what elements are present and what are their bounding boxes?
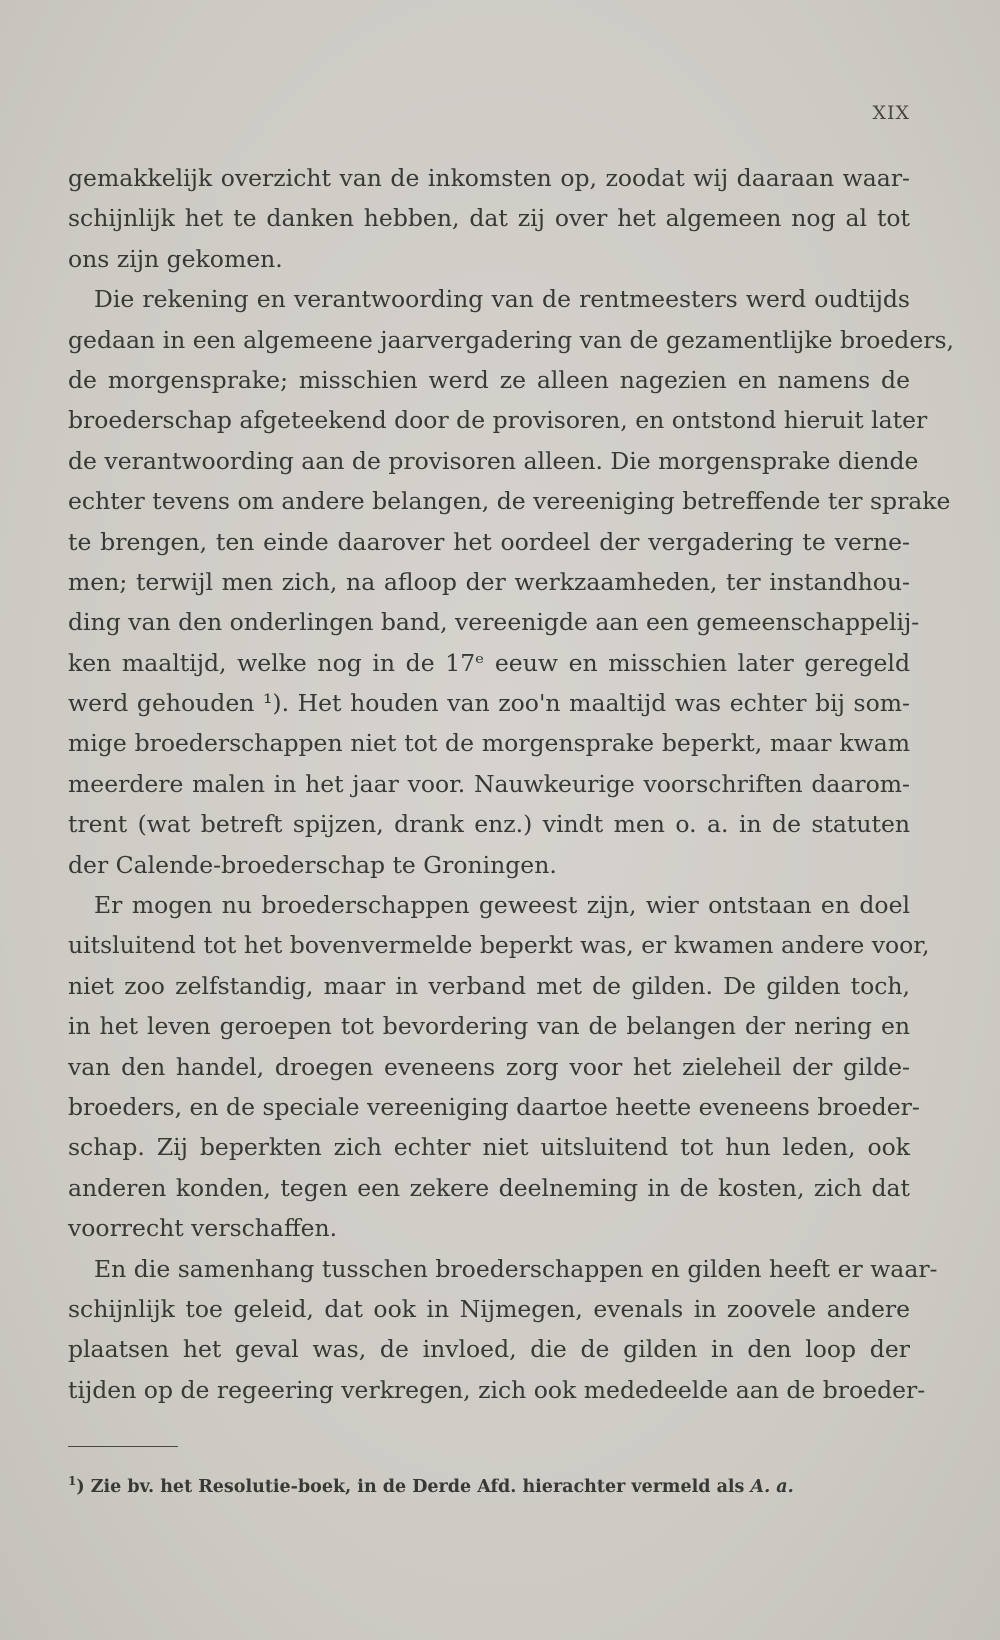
text-line: gemakkelijk overzicht van de inkomsten op, zoodat wij daaraan waar- bbox=[68, 164, 910, 192]
text-line: broederschap afgeteekend door de provisoren, en ontstond hieruit later bbox=[68, 406, 928, 435]
text-line: mige broederschappen niet tot de morgensprake beperkt, maar kwam bbox=[68, 729, 910, 758]
text-line: de verantwoording aan de provisoren alleen. Die morgensprake diende bbox=[68, 446, 919, 475]
footnote-text: Zie bv. het Resolutie-boek, in de Derde Afd. hierachter vermeld als bbox=[84, 1476, 751, 1497]
text-line: broeders, en de speciale vereeniging daartoe heette eveneens broeder- bbox=[68, 1092, 920, 1121]
text-line: Er mogen nu broederschappen geweest zijn, wier ontstaan en doel bbox=[94, 891, 910, 920]
text-line: van den handel, droegen eveneens zorg voor het zieleheil der gilde- bbox=[68, 1052, 910, 1081]
text-line: anderen konden, tegen een zekere deelneming in de kosten, zich dat bbox=[68, 1173, 910, 1202]
text-line: echter tevens om andere belangen, de vereeniging betreffende ter sprake bbox=[68, 487, 951, 516]
text-line: schijnlijk het te danken hebben, dat zij over het algemeen nog al tot bbox=[68, 204, 910, 233]
text-line: ken maaltijd, welke nog in de 17ᵉ eeuw en misschien later geregeld bbox=[68, 648, 910, 677]
text-line: schijnlijk toe geleid, dat ook in Nijmegen, evenals in zoovele andere bbox=[68, 1294, 910, 1323]
text-line: Die rekening en verantwoording van de rentmeesters werd oudtijds bbox=[94, 285, 910, 314]
footnote-marker: 1 bbox=[68, 1474, 77, 1488]
text-line: meerdere malen in het jaar voor. Nauwkeurige voorschriften daarom- bbox=[68, 769, 910, 798]
text-line: ding van den onderlingen band, vereenigde aan een gemeenschappelij- bbox=[68, 608, 920, 637]
text-line: ons zijn gekomen. bbox=[68, 244, 283, 273]
page-number: XIX bbox=[872, 102, 910, 124]
text-line: te brengen, ten einde daarover het oordeel der vergadering te verne- bbox=[68, 527, 910, 556]
text-line: in het leven geroepen tot bevordering van de belangen der nering en bbox=[68, 1012, 910, 1041]
text-line: schap. Zij beperkten zich echter niet uitsluitend tot hun leden, ook bbox=[68, 1133, 910, 1162]
text-line: werd gehouden ¹). Het houden van zoo'n maaltijd was echter bij som- bbox=[68, 689, 910, 718]
text-line: tijden op de regeering verkregen, zich ook mededeelde aan de broeder- bbox=[68, 1375, 926, 1404]
footnote-reference: A. a. bbox=[750, 1476, 794, 1497]
text-line: niet zoo zelfstandig, maar in verband met de gilden. De gilden toch, bbox=[68, 971, 910, 1000]
text-line: de morgensprake; misschien werd ze alleen nagezien en namens de bbox=[68, 365, 910, 394]
footnote-rule bbox=[68, 1446, 178, 1447]
text-line: En die samenhang tusschen broederschappen en gilden heeft er waar- bbox=[94, 1254, 938, 1283]
text-line: gedaan in een algemeene jaarvergadering van de gezamentlijke broeders, bbox=[68, 325, 955, 354]
text-line: plaatsen het geval was, de invloed, die de gilden in den loop der bbox=[68, 1335, 910, 1364]
body-text bbox=[68, 158, 955, 1410]
text-line: uitsluitend tot het bovenvermelde beperkt was, er kwamen andere voor, bbox=[68, 931, 930, 960]
footnote bbox=[68, 1474, 910, 1497]
text-line: der Calende-broederschap te Groningen. bbox=[68, 850, 557, 879]
text-line: men; terwijl men zich, na afloop der werkzaamheden, ter instandhou- bbox=[68, 567, 910, 596]
text-line: trent (wat betreft spijzen, drank enz.) vindt men o. a. in de statuten bbox=[68, 810, 910, 839]
text-line: voorrecht verschaffen. bbox=[68, 1214, 338, 1243]
footnote-paren: ) bbox=[76, 1476, 85, 1497]
